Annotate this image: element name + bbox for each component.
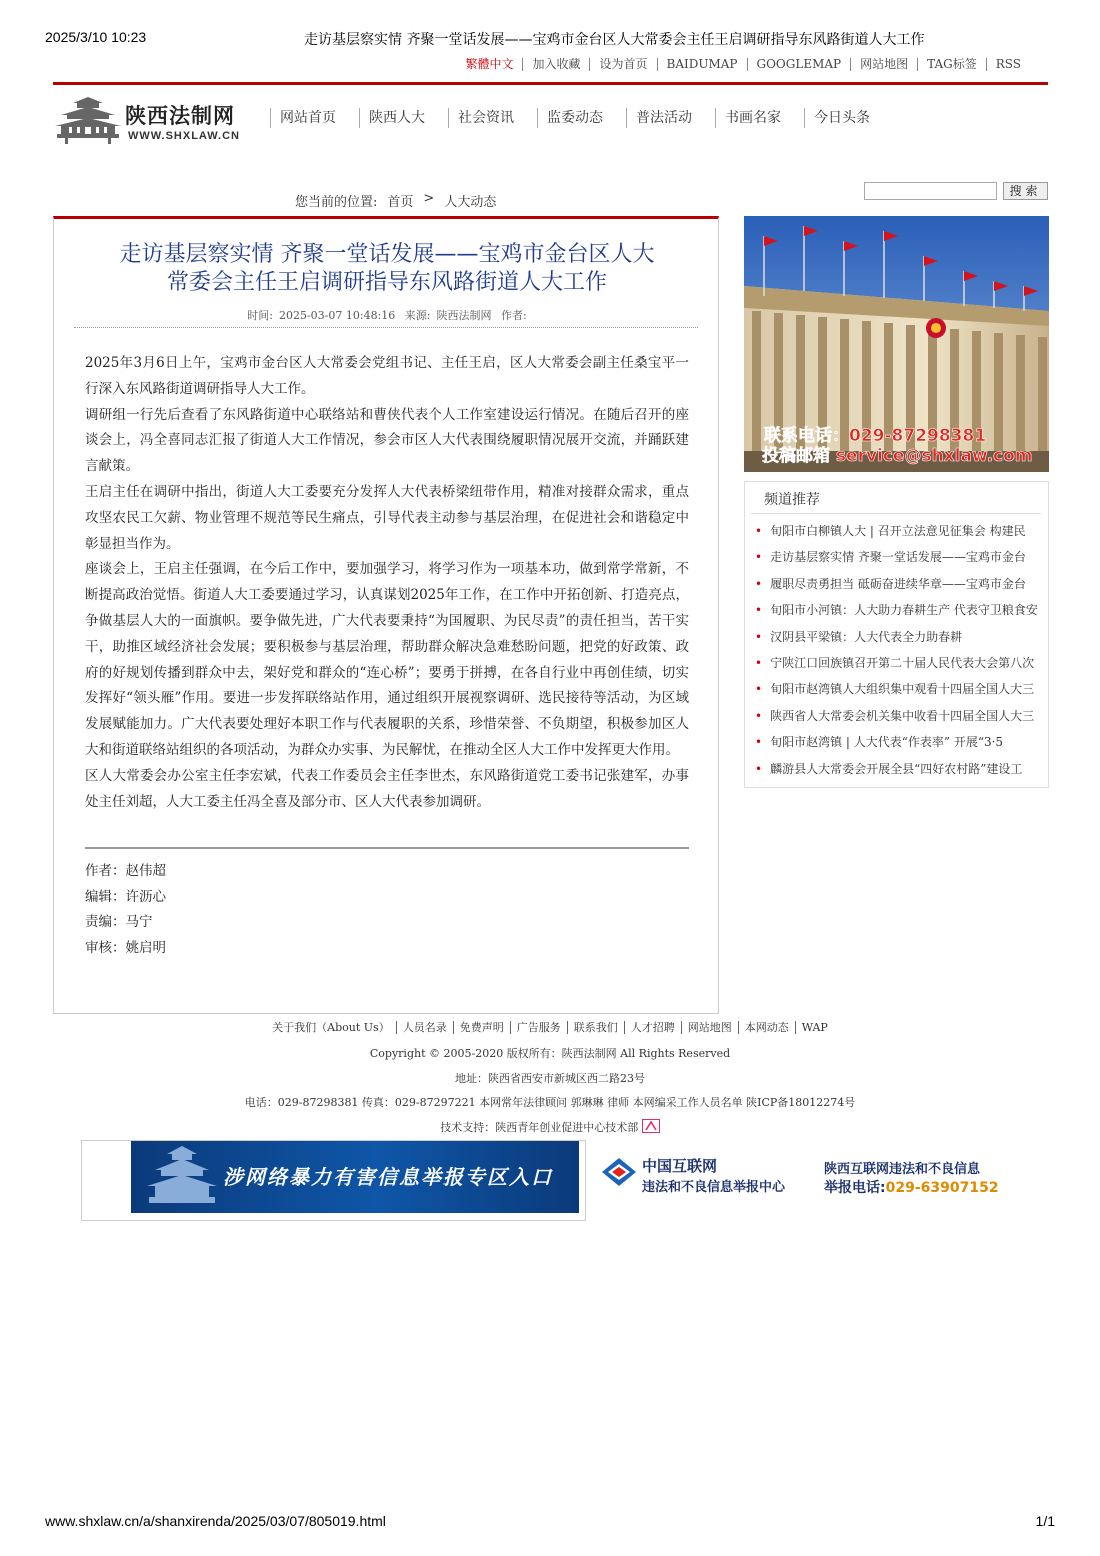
channel-recommend-divider xyxy=(751,513,1041,514)
logo-text: 陕西法制网 xyxy=(125,104,235,128)
nav-item-shaanxi-npc[interactable]: 陕西人大 xyxy=(359,108,448,128)
bullet-icon: • xyxy=(755,603,763,618)
list-item[interactable] xyxy=(755,703,1045,729)
nav-item-calligraphy[interactable]: 书画名家 xyxy=(715,108,804,128)
list-item[interactable] xyxy=(755,650,1045,676)
footer-link-contact[interactable]: 联系我们 xyxy=(567,1021,624,1034)
banner-phone: 联系电话：029-87298381 xyxy=(764,426,987,446)
list-item[interactable] xyxy=(755,756,1045,782)
article-paragraph: 王启主任在调研中指出，街道人大工委要充分发挥人大代表桥梁纽带作用，精准对接群众需求，重点攻坚农民工欠薪、物业管理不规范等民生痛点，引导代表主动参与基层治理，在促进社会和谐稳定中彰显担当作为。 xyxy=(85,483,689,552)
bullet-icon: • xyxy=(755,761,763,776)
print-datetime: 2025/3/10 10:23 xyxy=(45,29,147,45)
print-title: 走访基层察实情 齐聚一堂话发展——宝鸡市金台区人大常委会主任王启调研指导东风路街道人大工作 xyxy=(304,32,925,48)
list-item-link[interactable]: 旬阳市小河镇：人大助力春耕生产 代表守卫粮食安 xyxy=(770,603,1038,618)
list-item[interactable] xyxy=(755,518,1045,544)
footer-link-disclaimer[interactable]: 免费声明 xyxy=(453,1021,510,1034)
footer-links xyxy=(0,1019,1100,1035)
footer-link-about[interactable]: 关于我们（About Us） xyxy=(272,1021,390,1034)
credit-chief-editor: 责编：马宁 xyxy=(85,914,153,930)
article-paragraph: 调研组一行先后查看了东风路街道中心联络站和曹侠代表个人工作室建设运行情况。在随后召开的座谈会上，冯全喜同志汇报了街道人大工作情况，参会市区人大代表围绕履职情况展开交流，并踊跃建言献策。 xyxy=(85,406,689,475)
bullet-icon: • xyxy=(755,682,763,697)
bullet-icon: • xyxy=(755,550,763,565)
channel-recommend-panel xyxy=(744,481,1049,788)
meta-time: 2025-03-07 10:48:16 xyxy=(278,309,396,322)
article-meta xyxy=(54,307,720,323)
search-input[interactable] xyxy=(864,182,997,200)
list-item-link[interactable]: 走访基层察实情 齐聚一堂话发展——宝鸡市金台 xyxy=(770,550,1026,565)
credit-reviewer: 审核：姚启明 xyxy=(85,939,166,956)
top-link-googlemap[interactable]: GOOGLEMAP xyxy=(747,58,851,71)
footer-support-text: 技术支持：陕西青年创业促进中心技术部 xyxy=(440,1121,639,1134)
list-item-link[interactable]: 陕西省人大常委会机关集中收看十四届全国人大三 xyxy=(770,708,1035,723)
article-panel xyxy=(53,216,719,1014)
bullet-icon: • xyxy=(755,629,763,644)
list-item-link[interactable]: 旬阳市白柳镇人大 | 召开立法意见征集会 构建民 xyxy=(770,524,1026,538)
meta-author-label: 作者: xyxy=(501,309,527,322)
bullet-icon: • xyxy=(755,735,763,750)
shaanxi-report-phone-label: 举报电话: xyxy=(824,1180,886,1196)
credit-editor: 编辑：许沥心 xyxy=(85,888,166,905)
footer-link-sitemap[interactable]: 网站地图 xyxy=(681,1021,738,1034)
print-page-number: 1/1 xyxy=(1035,1513,1055,1529)
shaanxi-report-title[interactable]: 陕西互联网违法和不良信息 xyxy=(824,1162,981,1177)
meta-source-label: 来源: xyxy=(404,309,431,322)
great-hall-photo xyxy=(744,216,1049,472)
breadcrumb-separator: > xyxy=(423,191,435,206)
article-divider xyxy=(85,847,689,849)
list-item[interactable] xyxy=(755,729,1045,755)
main-nav xyxy=(270,108,893,128)
china-internet-report-logo-icon[interactable] xyxy=(600,1156,638,1188)
nav-item-social-news[interactable]: 社会资讯 xyxy=(448,108,537,128)
list-item-link[interactable]: 旬阳市赵湾镇 | 人大代表“作表率” 开展“3·5 xyxy=(770,735,1004,750)
print-url: www.shxlaw.cn/a/shanxirenda/2025/03/07/805019.html xyxy=(45,1513,386,1529)
footer-copyright: Copyright © 2005-2020 版权所有：陕西法制网 All Rights Reserved xyxy=(369,1047,731,1060)
cnzz-stat-icon[interactable] xyxy=(642,1119,660,1133)
footer-link-ads[interactable]: 广告服务 xyxy=(510,1021,567,1034)
top-link-rss[interactable]: RSS xyxy=(986,58,1030,71)
logo-url: WWW.SHXLAW.CN xyxy=(128,130,240,142)
top-links xyxy=(456,58,1030,71)
bullet-icon: • xyxy=(755,524,763,538)
top-link-sitemap[interactable]: 网站地图 xyxy=(850,58,917,71)
shaanxi-report-phone[interactable] xyxy=(824,1177,999,1197)
breadcrumb-prefix: 您当前的位置: xyxy=(295,195,378,210)
meta-time-label: 时间: xyxy=(247,309,273,322)
article-title xyxy=(82,241,692,297)
meta-divider xyxy=(74,327,698,328)
nav-item-headlines[interactable]: 今日头条 xyxy=(804,108,893,128)
shaanxi-report-phone-number: 029-63907152 xyxy=(885,1180,999,1196)
search-button[interactable]: 搜索 xyxy=(1003,182,1048,200)
top-link-baidumap[interactable]: BAIDUMAP xyxy=(657,58,747,71)
footer-address: 地址：陕西省西安市新城区西二路23号 xyxy=(455,1072,645,1085)
breadcrumb-current[interactable]: 人大动态 xyxy=(444,195,497,210)
china-internet-subtitle[interactable]: 违法和不良信息举报中心 xyxy=(642,1180,786,1195)
list-item[interactable] xyxy=(755,624,1045,650)
article-title-line-1: 走访基层察实情 齐聚一堂话发展——宝鸡市金台区人大 xyxy=(119,242,655,267)
article-credits xyxy=(85,859,166,961)
breadcrumb-home[interactable]: 首页 xyxy=(387,195,414,210)
top-link-favorite[interactable]: 加入收藏 xyxy=(522,58,589,71)
article-paragraph: 区人大常委会办公室主任李宏斌，代表工作委员会主任李世杰，东风路街道党工委书记张建军，办事处主任刘超，人大工委主任冯全喜及部分市、区人大代表参加调研。 xyxy=(85,767,689,810)
channel-recommend-heading: 频道推荐 xyxy=(764,492,820,508)
article-title-line-2: 常委会主任王启调研指导东风路街道人大工作 xyxy=(166,270,607,295)
list-item[interactable] xyxy=(755,544,1045,570)
list-item-link[interactable]: 履职尽责勇担当 砥砺奋进续华章——宝鸡市金台 xyxy=(770,576,1026,591)
list-item-link[interactable]: 旬阳市赵湾镇人大组织集中观看十四届全国人大三 xyxy=(770,682,1035,697)
list-item[interactable] xyxy=(755,597,1045,623)
channel-recommend-list xyxy=(755,518,1045,782)
top-link-traditional[interactable]: 繁體中文 xyxy=(465,57,514,71)
nav-item-home[interactable]: 网站首页 xyxy=(270,108,359,128)
meta-source: 陕西法制网 xyxy=(436,309,492,322)
footer-link-wap[interactable]: WAP xyxy=(795,1021,834,1034)
nav-item-law-education[interactable]: 普法活动 xyxy=(626,108,715,128)
article-body xyxy=(85,351,689,815)
contact-banner[interactable] xyxy=(744,216,1049,472)
credit-author: 作者：赵伟超 xyxy=(85,863,166,879)
list-item-link[interactable]: 麟游县人大常委会开展全县“四好农村路”建设工 xyxy=(770,761,1023,776)
city-tower-icon xyxy=(139,1141,229,1213)
china-internet-title[interactable]: 中国互联网 xyxy=(642,1157,718,1175)
footer-link-news[interactable]: 本网动态 xyxy=(738,1021,795,1034)
report-banner-text: 涉网络暴力有害信息举报专区入口 xyxy=(223,1165,553,1189)
footer-link-jobs[interactable]: 人才招聘 xyxy=(624,1021,681,1034)
bullet-icon: • xyxy=(755,576,763,591)
cyberviolence-report-banner[interactable] xyxy=(131,1141,579,1213)
list-item-link[interactable]: 汉阴县平梁镇：人大代表全力助春耕 xyxy=(770,629,963,644)
header-divider xyxy=(53,82,1048,85)
article-paragraph: 座谈会上，王启主任强调，在今后工作中，要加强学习，将学习作为一项基本功，做到常学常新，不断提高政治觉悟。街道人大工委要通过学习，认真谋划2025年工作，在工作中开拓创新、打造亮点，争做基层人大的一面旗帜。要争做先进，广大代表要秉持“为国履职、为民尽责”的责任担当，苦干实干，助推区域经济社会发展；要积极参与基层治理，帮助群众解决急难愁盼问题，把党的好政策、政府的好规划传播到群众中去，架好党和群众的“连心桥”；要勇于拼搏，在各自行业中再创佳绩，切实发挥好“领头雁”作用。要进一步发挥联络站作用，通过组织开展视察调研、选民接待等活动，为区域发展赋能加力。广大代表要处理好本职工作与代表履职的关系，珍惜荣誉、不负期望，积极参加区人大和街道联络站组织的各项活动，为群众办实事、为民解忧，在推动全区人大工作中发挥更大作用。 xyxy=(85,561,689,758)
list-item-link[interactable]: 宁陕江口回族镇召开第二十届人民代表大会第八次 xyxy=(770,655,1035,670)
footer-link-staff[interactable]: 人员名录 xyxy=(396,1021,453,1034)
breadcrumb xyxy=(295,191,496,210)
top-link-tag[interactable]: TAG标签 xyxy=(917,58,986,71)
banner-email: 投稿邮箱 service@shxlaw.com xyxy=(762,446,1033,466)
bullet-icon: • xyxy=(755,655,763,670)
footer-support xyxy=(0,1119,1100,1135)
nav-item-supervision[interactable]: 监委动态 xyxy=(537,108,626,128)
list-item[interactable] xyxy=(755,571,1045,597)
bullet-icon: • xyxy=(755,708,763,723)
list-item[interactable] xyxy=(755,676,1045,702)
article-paragraph: 2025年3月6日上午，宝鸡市金台区人大常委会党组书记、主任王启，区人大常委会副主任桑宝平一行深入东风路街道调研指导人大工作。 xyxy=(85,355,689,397)
top-link-homepage[interactable]: 设为首页 xyxy=(589,58,656,71)
footer-contact: 电话：029-87298381 传真：029-87297221 本网常年法律顾问 郭琳琳 律师 本网编采工作人员名单 陕ICP备18012274号 xyxy=(244,1096,856,1109)
